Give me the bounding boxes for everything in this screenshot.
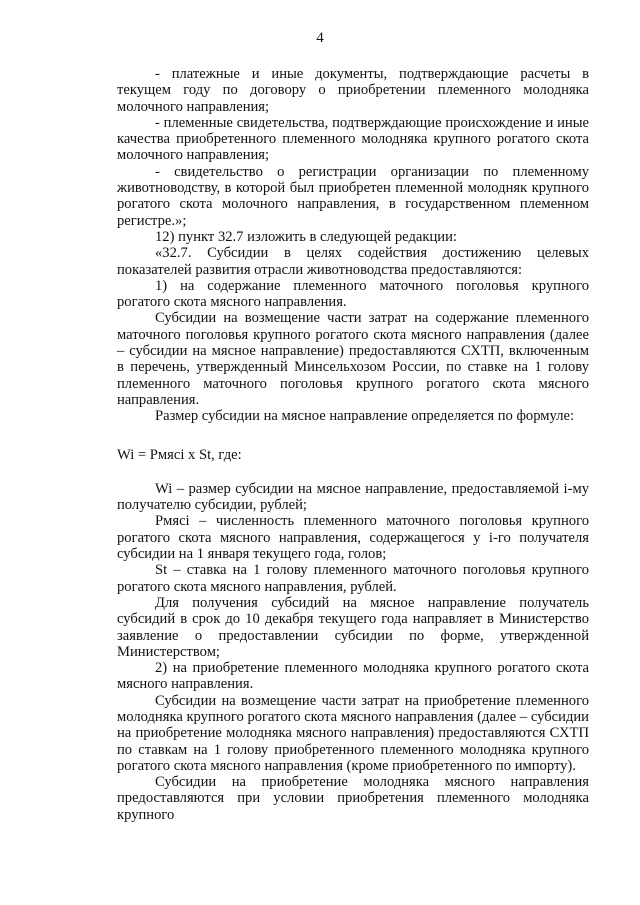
paragraph: Для получения субсидий на мясное направление получатель субсидий в срок до 10 декабря текущего года направляет в Министерство заявление о предоставлении субсидии по форме, утвержденной Министерством;	[117, 594, 589, 660]
paragraph: Субсидии на приобретение молодняка мясного направления предоставляются при условии приобретения племенного молодняка крупного	[117, 774, 589, 823]
paragraph: 1) на содержание племенного маточного поголовья крупного рогатого скота мясного направления.	[117, 277, 589, 311]
paragraph: Субсидии на возмещение части затрат на приобретение племенного молодняка крупного рогатого скота мясного направления (далее – субсидии на приобретение молодняка мясного направления) предоставляются СХТП по ставкам на 1 голову приобретенного племенного молодняка крупного рогатого скота мясного направления (кроме приобретенного по импорту).	[117, 692, 589, 774]
paragraph: St – ставка на 1 голову племенного маточного поголовья крупного рогатого скота мясного направления, рублей.	[117, 562, 589, 595]
spacer	[117, 463, 589, 481]
paragraph: - племенные свидетельства, подтверждающие происхождение и иные качества приобретенного племенного молодняка крупного рогатого скота молочного направления;	[117, 114, 589, 164]
formula: Wi = Рмясi х St, где:	[117, 446, 242, 463]
paragraph: Рмясi – численность племенного маточного поголовья крупного рогатого скота мясного направления, содержащегося у i-го получателя субсидии на 1 января текущего года, голов;	[117, 513, 589, 563]
spacer	[117, 425, 589, 447]
paragraph: «32.7. Субсидии в целях содействия достижению целевых показателей развития отрасли животноводства предоставляются:	[117, 245, 589, 278]
paragraph: Субсидии на возмещение части затрат на содержание племенного маточного поголовья крупного рогатого скота мясного направления (далее – субсидии на мясное направление) предоставляются СХТП, включенным в перечень, утвержденный Минсельхозом России, по ставке на 1 голову племенного маточного поголовья крупного рогатого скота мясного направления.	[117, 310, 589, 408]
paragraph: 12) пункт 32.7 изложить в следующей редакции:	[155, 228, 457, 245]
document-body	[117, 66, 589, 823]
paragraph: Размер субсидии на мясное направление определяется по формуле:	[155, 408, 575, 425]
paragraph: 2) на приобретение племенного молодняка крупного рогатого скота мясного направления.	[117, 660, 589, 693]
page-number: 4	[316, 30, 324, 46]
paragraph: Wi – размер субсидии на мясное направление, предоставляемой i-му получателю субсидии, рублей;	[117, 480, 589, 514]
paragraph: - платежные и иные документы, подтверждающие расчеты в текущем году по договору о приобретении племенного молодняка молочного направления;	[117, 66, 589, 115]
paragraph: - свидетельство о регистрации организации по племенному животноводству, в которой был приобретен племенной молодняк крупного рогатого скота молочного направления, в государственном племенном регистре.»;	[117, 163, 589, 229]
